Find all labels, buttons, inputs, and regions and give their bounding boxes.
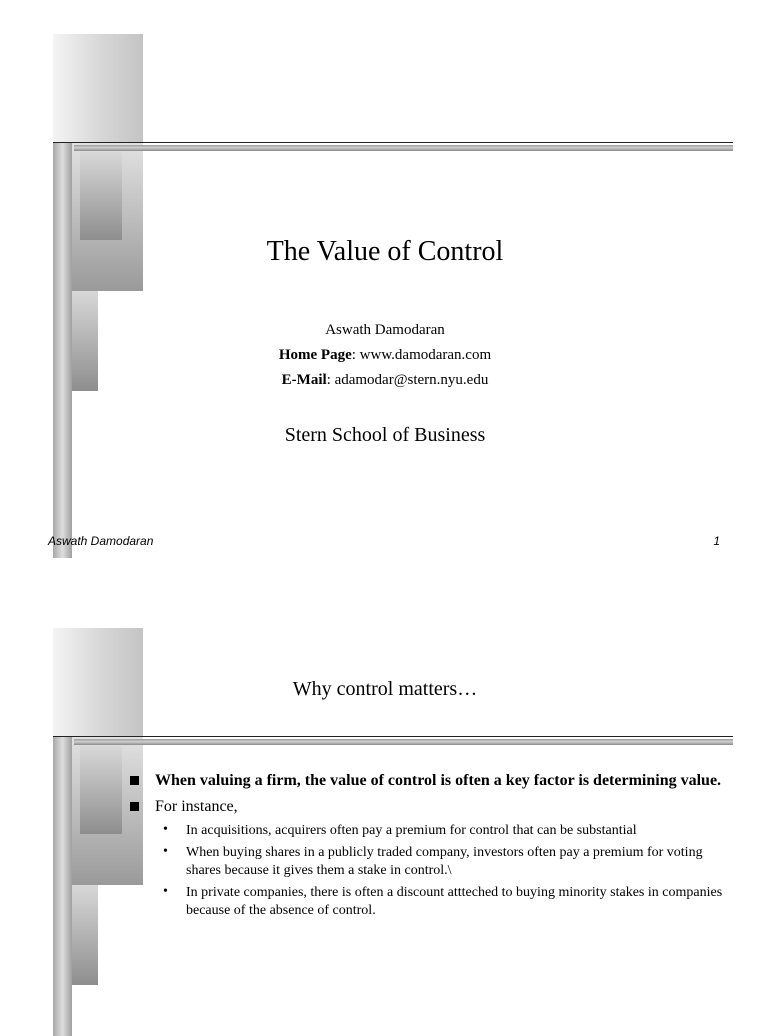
home-page-line xyxy=(150,343,620,368)
divider-line xyxy=(53,142,733,143)
list-item xyxy=(155,884,728,920)
slide-title: Why control matters… xyxy=(292,678,478,700)
home-page-url: : www.damodaran.com xyxy=(351,347,492,363)
dot-bullet-icon: • xyxy=(163,822,168,837)
slide-2 xyxy=(0,594,768,1024)
email-address: : adamodar@stern.nyu.edu xyxy=(326,372,489,388)
divider-line xyxy=(53,736,733,737)
sub-bullet-text: In acquisitions, acquirers often pay a premium for control that can be substantial xyxy=(186,823,637,838)
sub-bullet-text: In private companies, there is often a discount attteched to buying minority stakes in companies because of the absence of control. xyxy=(186,885,723,918)
list-item xyxy=(155,844,728,880)
decorative-bar xyxy=(80,746,122,834)
slide-title: The Value of Control xyxy=(266,236,504,267)
divider-bar xyxy=(74,145,733,151)
bullet-list xyxy=(128,770,728,924)
decorative-bar xyxy=(53,34,143,142)
page-number: 1 xyxy=(713,534,720,548)
dot-bullet-icon: • xyxy=(163,884,168,899)
email-line xyxy=(150,368,620,393)
bullet-text: For instance, xyxy=(155,798,238,815)
list-item xyxy=(155,822,728,840)
footer-author: Aswath Damodaran xyxy=(48,534,154,548)
square-bullet-icon xyxy=(130,802,139,811)
dot-bullet-icon: • xyxy=(163,844,168,859)
school-name: Stern School of Business xyxy=(284,424,486,446)
decorative-bar xyxy=(53,736,72,1036)
bullet-text: When valuing a firm, the value of control is often a key factor is determining value. xyxy=(155,772,722,789)
divider-bar xyxy=(74,739,733,745)
sub-bullet-list xyxy=(155,822,728,920)
decorative-bar xyxy=(69,885,98,985)
author-name: Aswath Damodaran xyxy=(325,322,445,338)
author-block xyxy=(150,318,620,393)
decorative-bar xyxy=(53,142,72,558)
list-item xyxy=(128,796,728,817)
home-page-label: Home Page xyxy=(278,347,352,363)
square-bullet-icon xyxy=(130,776,139,785)
email-label: E-Mail xyxy=(281,372,327,388)
decorative-bar xyxy=(69,291,98,391)
decorative-bar xyxy=(80,152,122,240)
list-item xyxy=(128,770,728,791)
sub-bullet-text: When buying shares in a publicly traded company, investors often pay a premium for voting shares because it gives them a stake in control.\ xyxy=(186,845,703,878)
decorative-bar xyxy=(53,628,143,736)
